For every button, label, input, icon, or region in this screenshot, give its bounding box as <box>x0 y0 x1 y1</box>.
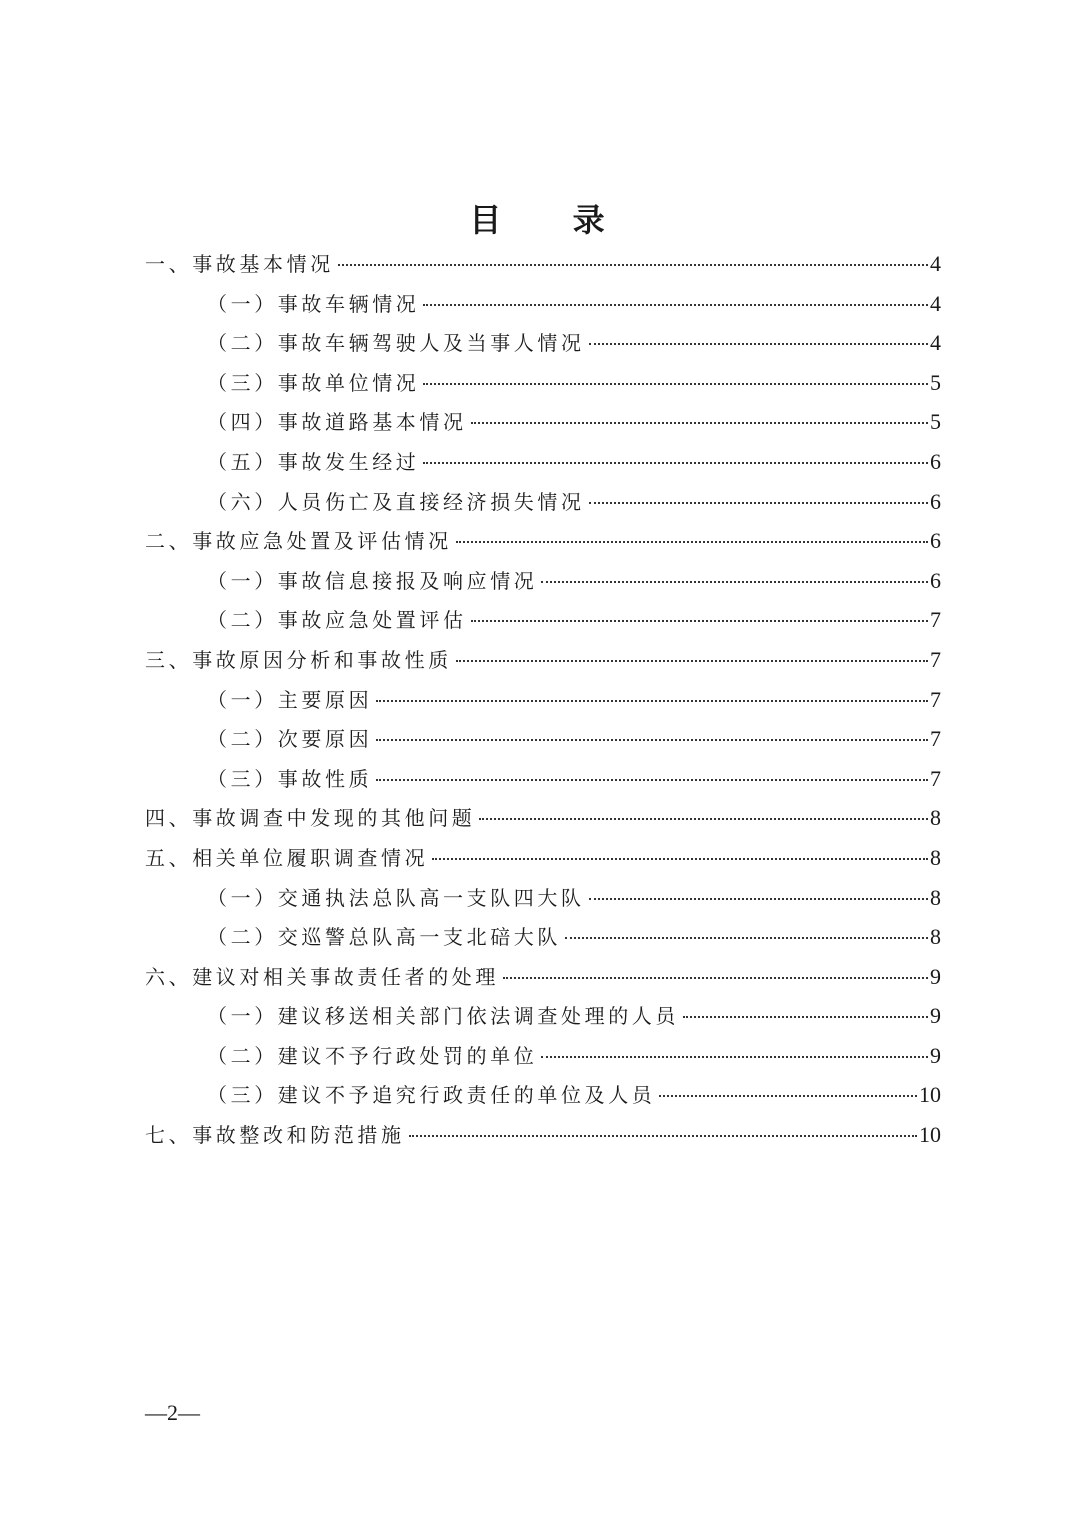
toc-dot-leader <box>565 937 928 939</box>
toc-dot-leader <box>423 383 928 385</box>
toc-entry-page-number: 7 <box>930 726 941 752</box>
toc-subsection-entry[interactable] <box>145 1036 941 1076</box>
toc-entry-page-number: 10 <box>919 1122 941 1148</box>
toc-entry-label: （二）次要原因 <box>207 727 373 752</box>
toc-section-entry[interactable] <box>145 244 941 284</box>
toc-subsection-entry[interactable] <box>145 600 941 640</box>
toc-entry-page-number: 10 <box>919 1082 941 1108</box>
toc-entry-page-number: 7 <box>930 765 941 791</box>
toc-dot-leader <box>423 462 928 464</box>
toc-entry-label: （二）交巡警总队高一支北碚大队 <box>207 925 561 950</box>
toc-entry-page-number: 9 <box>930 963 941 989</box>
toc-dot-leader <box>376 700 928 702</box>
toc-section-entry[interactable] <box>145 1115 941 1155</box>
toc-entry-label: （三）建议不予追究行政责任的单位及人员 <box>207 1083 656 1108</box>
toc-subsection-entry[interactable] <box>145 363 941 403</box>
toc-entry-page-number: 5 <box>930 409 941 435</box>
toc-entry-label: （一）主要原因 <box>207 687 373 712</box>
toc-entry-label: （六）人员伤亡及直接经济损失情况 <box>207 489 585 514</box>
toc-entry-page-number: 9 <box>930 1003 941 1029</box>
toc-subsection-entry[interactable] <box>145 284 941 324</box>
toc-entry-label: （二）建议不予行政处罚的单位 <box>207 1043 538 1068</box>
toc-subsection-entry[interactable] <box>145 719 941 759</box>
toc-entry-label: （一）建议移送相关部门依法调查处理的人员 <box>207 1004 679 1029</box>
page-number: —2— <box>145 1400 200 1425</box>
toc-entry-label: 三、事故原因分析和事故性质 <box>145 647 452 672</box>
toc-subsection-entry[interactable] <box>145 917 941 957</box>
toc-entry-label: 一、事故基本情况 <box>145 252 334 276</box>
toc-entry-page-number: 8 <box>930 924 941 950</box>
toc-entry-page-number: 6 <box>930 488 941 514</box>
toc-subsection-entry[interactable] <box>145 996 941 1036</box>
toc-entry-page-number: 4 <box>930 330 941 356</box>
toc-dot-leader <box>659 1095 917 1097</box>
toc-subsection-entry[interactable] <box>145 878 941 918</box>
toc-entry-label: （三）事故性质 <box>207 766 373 791</box>
toc-entry-page-number: 8 <box>930 805 941 831</box>
toc-dot-leader <box>471 422 928 424</box>
toc-subsection-entry[interactable] <box>145 680 941 720</box>
toc-section-entry[interactable] <box>145 838 941 878</box>
toc-entry-label: （二）事故车辆驾驶人及当事人情况 <box>207 331 585 356</box>
toc-entry-page-number: 7 <box>930 607 941 633</box>
toc-dot-leader <box>541 1056 928 1058</box>
toc-dot-leader <box>376 779 928 781</box>
toc-entry-label: （五）事故发生经过 <box>207 449 420 474</box>
toc-dot-leader <box>456 541 928 543</box>
toc-entry-page-number: 7 <box>930 686 941 712</box>
toc-dot-leader <box>376 739 928 741</box>
toc-entry-label: （三）事故单位情况 <box>207 370 420 395</box>
toc-section-entry[interactable] <box>145 521 941 561</box>
toc-entry-label: 二、事故应急处置及评估情况 <box>145 529 452 554</box>
toc-entry-label: 四、事故调查中发现的其他问题 <box>145 806 476 831</box>
toc-entry-label: （四）事故道路基本情况 <box>207 410 467 435</box>
toc-entry-label: （一）事故车辆情况 <box>207 291 420 316</box>
toc-dot-leader <box>432 858 928 860</box>
toc-subsection-entry[interactable] <box>145 323 941 363</box>
toc-dot-leader <box>503 977 928 979</box>
toc-entry-page-number: 4 <box>930 251 941 276</box>
toc-dot-leader <box>589 502 928 504</box>
table-of-contents <box>145 244 941 1155</box>
toc-entry-page-number: 6 <box>930 567 941 593</box>
toc-entry-page-number: 9 <box>930 1042 941 1068</box>
toc-entry-label: 七、事故整改和防范措施 <box>145 1123 405 1148</box>
toc-dot-leader <box>338 264 928 266</box>
toc-subsection-entry[interactable] <box>145 1075 941 1115</box>
toc-dot-leader <box>541 581 928 583</box>
toc-dot-leader <box>683 1016 928 1018</box>
toc-entry-label: （一）交通执法总队高一支队四大队 <box>207 885 585 910</box>
toc-section-entry[interactable] <box>145 640 941 680</box>
toc-subsection-entry[interactable] <box>145 482 941 522</box>
toc-entry-label: （二）事故应急处置评估 <box>207 608 467 633</box>
toc-entry-page-number: 4 <box>930 290 941 316</box>
toc-section-entry[interactable] <box>145 798 941 838</box>
toc-entry-page-number: 6 <box>930 448 941 474</box>
toc-entry-page-number: 8 <box>930 844 941 870</box>
toc-entry-page-number: 5 <box>930 369 941 395</box>
page-title: 目 录 <box>469 201 635 239</box>
toc-entry-label: 六、建议对相关事故责任者的处理 <box>145 964 499 989</box>
toc-section-entry[interactable] <box>145 957 941 997</box>
toc-entry-page-number: 6 <box>930 528 941 554</box>
toc-subsection-entry[interactable] <box>145 442 941 482</box>
toc-entry-page-number: 8 <box>930 884 941 910</box>
toc-dot-leader <box>409 1135 917 1137</box>
toc-dot-leader <box>423 304 928 306</box>
toc-dot-leader <box>479 818 928 820</box>
toc-entry-page-number: 7 <box>930 646 941 672</box>
toc-dot-leader <box>471 620 928 622</box>
toc-subsection-entry[interactable] <box>145 402 941 442</box>
toc-entry-label: 五、相关单位履职调查情况 <box>145 845 429 870</box>
toc-dot-leader <box>589 343 928 345</box>
toc-entry-label: （一）事故信息接报及响应情况 <box>207 568 538 593</box>
toc-subsection-entry[interactable] <box>145 759 941 799</box>
toc-dot-leader <box>456 660 928 662</box>
toc-subsection-entry[interactable] <box>145 561 941 601</box>
toc-dot-leader <box>589 898 928 900</box>
